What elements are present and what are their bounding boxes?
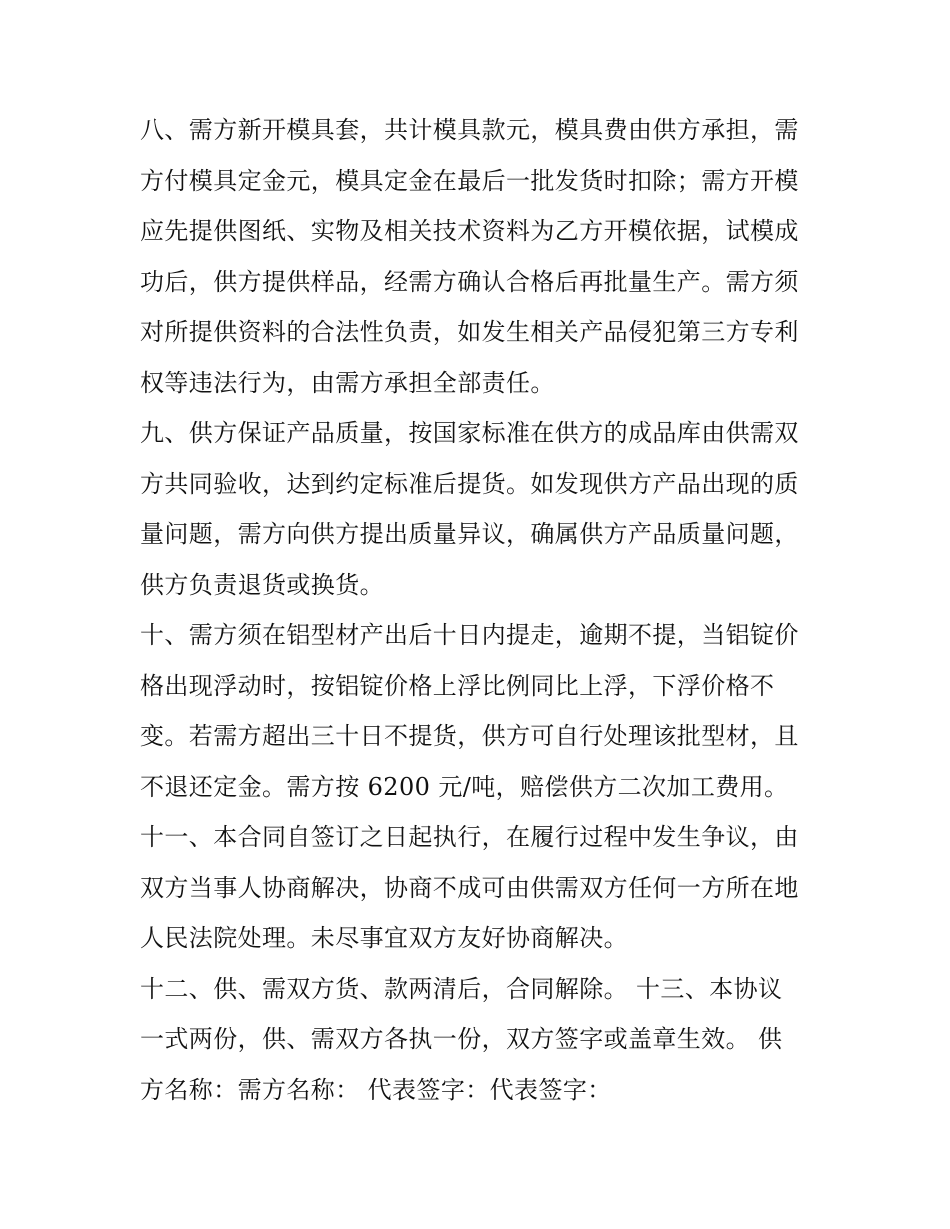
text-line: 十二、供、需双方货、款两清后，合同解除。 十三、本协议: [140, 974, 783, 1003]
text-line: 双方当事人协商解决，协商不成可由供需双方任何一方所在地: [140, 873, 799, 902]
text-line: 九、供方保证产品质量，按国家标准在供方的成品库由供需双: [140, 419, 799, 447]
clause-8: [140, 105, 820, 408]
text-line: 应先提供图纸、实物及相关技术资料为乙方开模依据，试模成: [140, 217, 799, 245]
text-line: 方共同验收，达到约定标准后提货。如发现供方产品出现的质: [140, 469, 799, 498]
text-line: 功后，供方提供样品，经需方确认合格后再批量生产。需方须: [140, 267, 799, 296]
text-line: 十一、本合同自签订之日起执行，在履行过程中发生争议，由: [140, 823, 799, 851]
text-line: 十、需方须在铝型材产出后十日内提走，逾期不提，当铝锭价: [140, 621, 799, 649]
text-line: 人民法院处理。未尽事宜双方友好协商解决。: [140, 924, 628, 952]
clause-10: [140, 610, 820, 812]
text-line: 方付模具定金元，模具定金在最后一批发货时扣除；需方开模: [140, 166, 799, 195]
signature-line: 方名称：需方名称： 代表签字：代表签字：: [140, 1075, 612, 1104]
text-line: 八、需方新开模具套，共计模具款元，模具费由供方承担，需: [140, 116, 799, 144]
text-line: 对所提供资料的合法性负责，如发生相关产品侵犯第三方专利: [140, 318, 799, 346]
text-line: 量问题，需方向供方提出质量异议，确属供方产品质量问题，: [140, 520, 799, 548]
text-line: 供方负责退货或换货。: [140, 570, 384, 599]
document-body: [140, 105, 820, 1115]
text-line: 变。若需方超出三十日不提货，供方可自行处理该批型材，且: [140, 722, 799, 750]
text-line: 一式两份，供、需双方各执一份，双方签字或盖章生效。 供: [140, 1025, 783, 1053]
text-line: 不退还定金。需方按 6200 元/吨，赔偿供方二次加工费用。: [140, 772, 789, 801]
clause-11: [140, 812, 820, 964]
text-line: 权等违法行为，由需方承担全部责任。: [140, 368, 555, 397]
clause-12-13-signatures: [140, 964, 820, 1116]
clause-9: [140, 408, 820, 610]
text-line: 格出现浮动时，按铝锭价格上浮比例同比上浮，下浮价格不: [140, 671, 775, 700]
